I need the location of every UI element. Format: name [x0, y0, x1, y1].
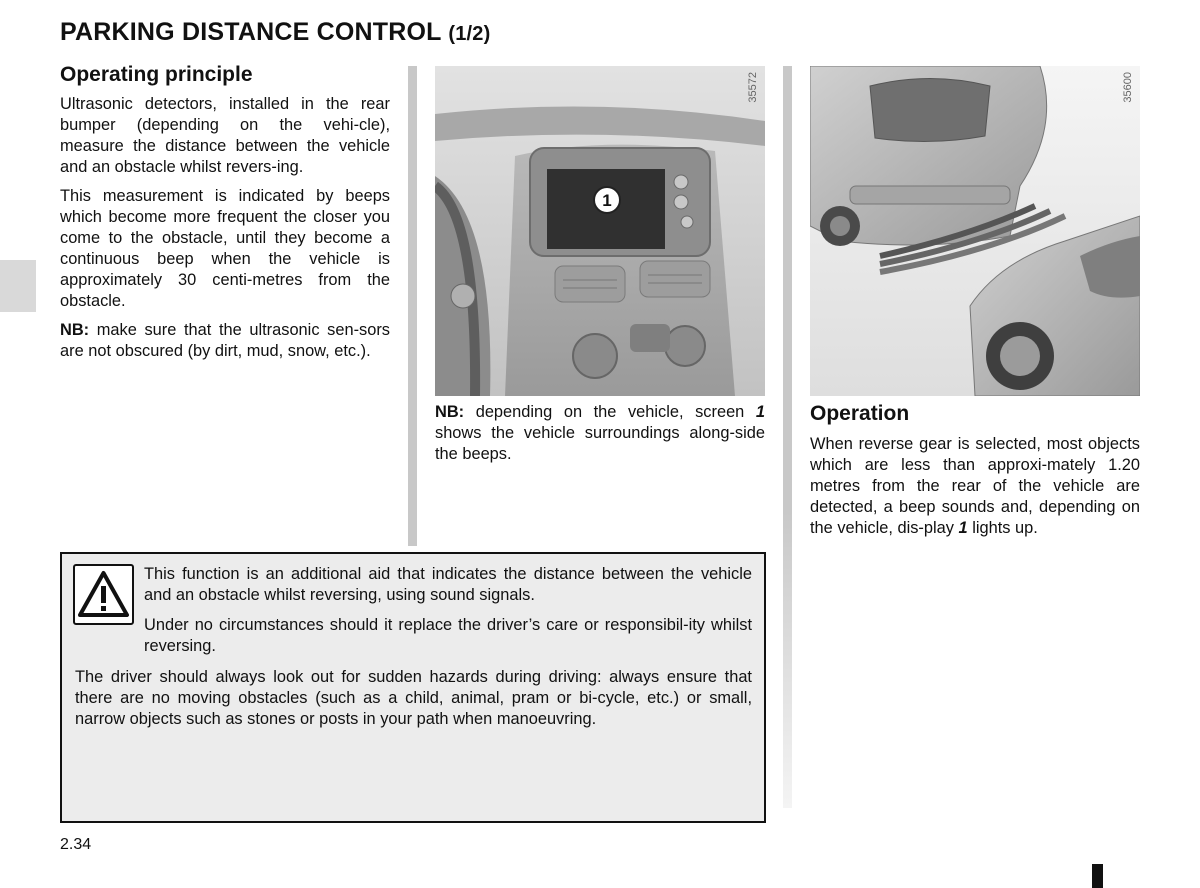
figure2-ref-code: 35600 — [1122, 72, 1134, 103]
column-divider — [408, 66, 417, 546]
caption-text: shows the vehicle surroundings along-side the beeps. — [435, 424, 765, 463]
page-title-suffix: (1/2) — [448, 23, 491, 45]
warning-para-3: The driver should always look out for sudden hazards during driving: always ensure that there are no moving obstacles (such as a child, animal, pram or bi-cycle, etc.) or small, narrow objects such as stones or posts in your path when manoeuvring. — [75, 668, 752, 728]
operating-principle-section — [60, 61, 390, 370]
warning-para-1: This function is an additional aid that indicates the distance between the vehicle and an obstacle whilst reversing, using sound signals. — [144, 565, 752, 604]
warning-triangle-icon — [73, 564, 134, 625]
warning-box — [60, 552, 766, 823]
warning-para-2: Under no circumstances should it replace the driver’s care or responsibil-ity whilst reversing. — [144, 616, 752, 655]
chapter-tab — [0, 260, 36, 312]
column-divider — [783, 66, 792, 808]
operating-principle-para-2: This measurement is indicated by beeps which become more frequent the closer you come to the obstacle, until they become a continuous beep when the vehicle is approximately 30 centi-metres from the obstacle. — [60, 187, 390, 310]
caption-ref: 1 — [755, 403, 765, 421]
operating-principle-para-1: Ultrasonic detectors, installed in the rear bumper (depending on the vehi-cle), measure the distance between the vehicle and an obstacle whilst revers-ing. — [60, 95, 390, 176]
page-number: 2.34 — [60, 836, 92, 853]
page-title: PARKING DISTANCE CONTROL (1/2) — [60, 18, 491, 46]
page-edge-mark — [1092, 864, 1103, 888]
operating-principle-heading: Operating principle — [60, 63, 253, 86]
note-label: NB: — [60, 321, 90, 339]
operating-principle-note — [60, 320, 390, 362]
caption-text: depending on the vehicle, screen — [464, 403, 756, 421]
operation-section — [810, 400, 1140, 547]
operation-heading: Operation — [810, 402, 910, 425]
figure1-caption — [435, 402, 765, 473]
operation-ref: 1 — [958, 519, 968, 537]
figure1-ref-code: 35572 — [747, 72, 759, 103]
note-text: make sure that the ultrasonic sen-sors are not obscured (by dirt, mud, snow, etc.). — [60, 321, 390, 360]
caption-note-label: NB: — [435, 403, 465, 421]
operation-para: When reverse gear is selected, most objects which are less than approxi-mately 1.20 metres from the rear of the vehicle are detected, a beep sounds and, depending on the vehicle, dis-play 1 lights up. — [810, 435, 1140, 537]
dashboard-illustration — [435, 66, 765, 396]
reversing-car-illustration — [810, 66, 1140, 396]
figure1-callout: 1 — [602, 191, 612, 210]
